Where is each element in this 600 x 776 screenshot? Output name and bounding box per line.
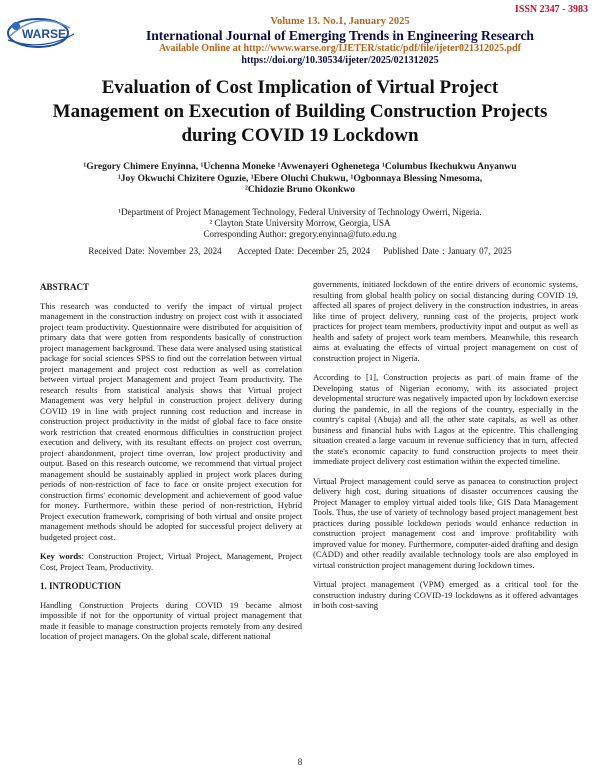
right-column bbox=[313, 279, 578, 620]
right-paragraph-2: According to [1], Construction projects as part of main frame of the Developing status of Nigerian economy, with its associated project developmental structure was negatively impacted upon by lockdown exercise during the pandemic, in all the regions of the country, especially in the country's capital (Abuja) and all the other state capitals, as well as other business and financial hubs with Lagos at the epicentre. This challenging situation created a large vacuum in revenue sufficiency that in turn, affected the state's economic capacity to fund construction projects to meet their immediate project delivery cost estimation within the expected timeline. bbox=[313, 372, 578, 466]
authors-line-2: ¹Joy Okwuchi Chizitere Oguzie, ¹Ebere Oluchi Chukwu, ¹Ogbonnaya Blessing Nmesoma, bbox=[117, 172, 483, 184]
title-line-2: Management on Execution of Building Construction Projects bbox=[52, 101, 548, 122]
published-date: Published Date : January 07, 2025 bbox=[383, 246, 512, 256]
corresponding-author: Corresponding Author: gregory.enyinna@futo.edu.ng bbox=[203, 229, 397, 239]
left-column bbox=[40, 282, 302, 651]
author-list bbox=[30, 161, 570, 196]
title-line-1: Evaluation of Cost Implication of Virtual Project bbox=[101, 77, 499, 98]
accepted-date: Accepted Date: December 25, 2024 bbox=[237, 246, 371, 256]
title-line-3: during COVID 19 Lockdown bbox=[181, 125, 419, 146]
authors-line-1: ¹Gregory Chimere Enyinna, ¹Uchenna Moneke ¹Avwenayeri Oghenetega ¹Columbus Ikechukwu Anyanwu bbox=[83, 161, 517, 172]
affiliations bbox=[30, 207, 570, 240]
journal-header bbox=[90, 16, 590, 67]
received-date: Received Date: November 23, 2024 bbox=[88, 246, 222, 256]
publication-dates bbox=[20, 246, 580, 257]
logo-text: WARSE bbox=[22, 27, 67, 41]
introduction-heading: 1. INTRODUCTION bbox=[40, 581, 122, 591]
page-number: 8 bbox=[297, 757, 303, 767]
keywords bbox=[40, 551, 302, 572]
authors-line-3: ²Chidozie Bruno Okonkwo bbox=[244, 184, 356, 195]
abstract-text: This research was conducted to verify the impact of virtual project management in the construction industry on project cost with it associated project team productivity. Questionnaire were distributed for acquisition of primary data that were gotten from respondents basically of construction project management background. These data were analysed using statistical package for social sciences SPSS to find out the correlation between virtual project management and project cost reduction as well as correlation between virtual project Management and project Team productivity. The research results from statistical analysis shows that Virtual project Management was very helpful in construction project delivery during COVID 19 in line with project running cost reduction and increase in construction project productivity in the midst of global face to face onsite work restriction that created enormous difficulties in construction project execution and delivery, with its resultant effects on project cost overrun, project abandonment, project time overran, low project productivity and output. Based on this research outcome, we recommend that virtual project management should be sustainably applied in project work places during periods of non-restriction of face to face or onsite project execution for construction firms' economic development and achievement of good value for money. Furthermore, within these period of non-restriction, Hybrid Project execution framework, comprising of both virtual and onsite project management methods should be adopted for successful project delivery at budgeted project cost. bbox=[40, 300, 302, 542]
online-url[interactable]: Available Online at http://www.warse.org/IJETER/static/pdf/file/ijeter021312025.pdf bbox=[158, 43, 522, 54]
abstract-heading: ABSTRACT bbox=[40, 282, 90, 292]
warse-logo bbox=[4, 12, 84, 54]
introduction-paragraph-1: Handling Construction Projects during COVID 19 became almost impossible if not for the opportunity of virtual project management that made it feasible to manage construction projects remotely from any desired location of project managers. On the global scale, different national bbox=[40, 599, 302, 641]
keywords-label: Key words bbox=[40, 551, 82, 561]
right-paragraph-3: Virtual Project management could serve as panacea to construction project delivery high cost, during situations of disaster occurrences causing the Project Manager to employ virtual aided tools like, GIS Data Management Tools. Thus, the use of variety of technology based project management best practices during possible lockdown periods would enhance reduction in construction project management cost and improve profitability with improved value for money. Furthermore, computer-aided drafting and design (CADD) and other readily available technology tools are also employed in virtual construction project management during lockdown times. bbox=[313, 475, 578, 570]
right-paragraph-4: Virtual project management (VPM) emerged as a critical tool for the construction industry during COVID-19 lockdowns as it offered advantages in both cost-saving bbox=[313, 579, 578, 610]
volume-line: Volume 13. No.1, January 2025 bbox=[270, 16, 410, 27]
affiliation-1: ¹Department of Project Management Technology, Federal University of Technology Owerri, Nigeria. bbox=[118, 207, 482, 217]
keywords-text: : Construction Project, Virtual Project, Management, Project Cost, Project Team, Productivity. bbox=[40, 551, 302, 572]
paper-title bbox=[20, 76, 580, 148]
doi-link[interactable]: https://doi.org/10.30534/ijeter/2025/021312025 bbox=[241, 55, 439, 66]
issn-label: ISSN 2347 - 3983 bbox=[514, 4, 588, 15]
affiliation-2: ² Clayton State University Morrow, Georgia, USA bbox=[209, 218, 391, 228]
journal-name: International Journal of Emerging Trends in Engineering Research bbox=[146, 28, 534, 43]
warse-logo-graphic bbox=[4, 12, 84, 54]
right-paragraph-1: governments, initiated lockdown of the entire drivers of economic systems, resulting from global health policy on social distancing during COVID 19, affected all spares of project delivery in the construction industries, in areas like time of project delivery, running cost of the projects, project work practices for project team members, productivity input and output as well as health and safety of project work team members. Meanwhile, this research aims at evaluating the effects of virtual project management on cost of construction project in Nigeria. bbox=[313, 279, 578, 363]
